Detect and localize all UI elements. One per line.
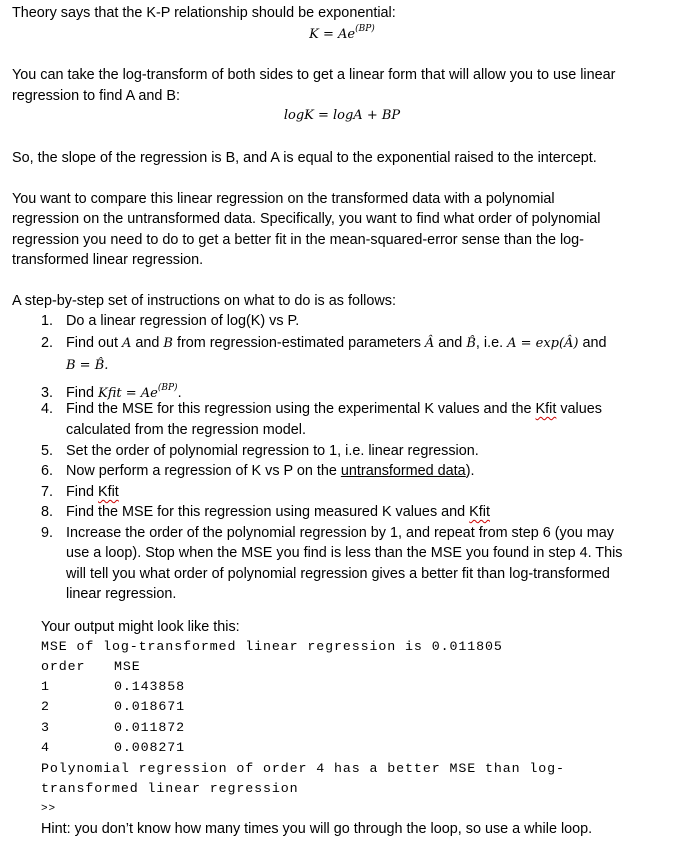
- step-text: values: [556, 401, 602, 417]
- step-number: 1.: [41, 313, 54, 329]
- row-order: 1: [41, 679, 50, 694]
- step-7: [41, 482, 119, 502]
- output-table-header: [41, 657, 141, 677]
- hint-text: Hint: you don’t know how many times you will go through the loop, so use a while loop.: [41, 821, 593, 837]
- step-9-line-3: will tell you what order of polynomial regression gives a better fit than log-transformed: [66, 566, 610, 582]
- step-text: .: [177, 385, 182, 401]
- log-transform-line-2: regression to find A and B:: [12, 88, 180, 104]
- slope-text: So, the slope of the regression is B, and A is equal to the exponential raised to the intercept.: [12, 150, 597, 166]
- table-row: [41, 697, 186, 717]
- step-text: , i.e.: [475, 335, 508, 351]
- compare-line-4: transformed linear regression.: [12, 252, 204, 268]
- row-mse: 0.008271: [114, 740, 186, 755]
- step-number: 3.: [41, 385, 54, 401]
- kfit-term: Kfit: [98, 484, 119, 500]
- row-mse: 0.011872: [114, 720, 186, 735]
- intro-text: Theory says that the K-P relationship should be exponential:: [12, 5, 396, 21]
- step-text: Set the order of polynomial regression to 1, i.e. linear regression.: [66, 443, 479, 459]
- step-9-line-4: linear regression.: [66, 586, 177, 602]
- step-text: Do a linear regression of log(K) vs P.: [66, 313, 300, 329]
- step-9-line-2: use a loop). Stop when the MSE you find is less than the MSE you found in step 4. This: [66, 545, 623, 561]
- log-equation: logK = logA + BP: [283, 108, 401, 123]
- step-5: [41, 441, 479, 461]
- table-row: [41, 677, 186, 697]
- row-order: 3: [41, 720, 50, 735]
- kfit-term: Kfit: [469, 504, 490, 520]
- math-exp-equation: A = exp(Â): [507, 336, 579, 351]
- output-mse-line: MSE of log-transformed linear regression is 0.011805: [41, 639, 503, 654]
- command-prompt: >>: [41, 803, 57, 815]
- underlined-term: untransformed data: [340, 463, 466, 479]
- step-text: and: [434, 335, 467, 351]
- row-order: 4: [41, 740, 50, 755]
- step-2-continuation: B = B̂.: [66, 358, 109, 373]
- step-number: 4.: [41, 401, 54, 417]
- step-text: Find out: [66, 335, 122, 351]
- kfit-term: Kfit: [535, 401, 557, 417]
- math-B-hat: B̂: [466, 336, 476, 351]
- row-order: 2: [41, 699, 50, 714]
- step-text: from regression-estimated parameters: [172, 335, 425, 351]
- math-A-hat: Â: [424, 336, 435, 351]
- step-number: 5.: [41, 443, 54, 459]
- steps-intro: A step-by-step set of instructions on what to do is as follows:: [12, 293, 396, 309]
- equation-superscript: (BP): [355, 24, 375, 34]
- step-4: [41, 399, 602, 419]
- math-superscript: (BP): [157, 383, 178, 393]
- step-text: and: [131, 335, 164, 351]
- step-number: 9.: [41, 525, 54, 541]
- row-mse: 0.018671: [114, 699, 186, 714]
- math-A: A: [122, 336, 132, 351]
- math-kfit-equation: Kfit = Ae: [98, 386, 158, 401]
- step-text: Find the MSE for this regression using the experimental K values and the: [66, 401, 536, 417]
- compare-line-2: regression on the untransformed data. Specifically, you want to find what order of polynomial: [12, 211, 601, 227]
- step-text: Now perform a regression of K vs P on the: [66, 463, 341, 479]
- step-1: [41, 311, 299, 331]
- step-text: and: [578, 335, 607, 351]
- step-6: [41, 461, 474, 481]
- table-row: [41, 738, 186, 758]
- compare-line-3: regression you need to do to get a better fit in the mean-squared-error sense than the log-: [12, 232, 584, 248]
- step-number: 8.: [41, 504, 54, 520]
- step-text: Find: [66, 385, 98, 401]
- step-8: [41, 502, 490, 522]
- order-header: order: [41, 659, 86, 674]
- step-number: 6.: [41, 463, 54, 479]
- output-intro: Your output might look like this:: [41, 619, 240, 635]
- step-number: 2.: [41, 335, 54, 351]
- step-9: [41, 523, 614, 543]
- step-text: Find the MSE for this regression using measured K values and: [66, 504, 470, 520]
- compare-line-1: You want to compare this linear regression on the transformed data with a polynomial: [12, 191, 555, 207]
- step-4-continuation: calculated from the regression model.: [66, 422, 306, 438]
- output-result-line-2: transformed linear regression: [41, 781, 299, 796]
- output-result-line-1: Polynomial regression of order 4 has a better MSE than log-: [41, 761, 565, 776]
- table-row: [41, 718, 186, 738]
- step-text: ).: [465, 463, 475, 479]
- row-mse: 0.143858: [114, 679, 186, 694]
- exponential-equation: [0, 24, 684, 42]
- step-text: Find: [66, 484, 98, 500]
- log-transform-line-1: You can take the log-transform of both sides to get a linear form that will allow you to use linear: [12, 67, 616, 83]
- math-B: B: [163, 336, 173, 351]
- step-number: 7.: [41, 484, 54, 500]
- step-2: [41, 333, 607, 354]
- equation-main: K = Ae: [309, 27, 356, 42]
- mse-header: MSE: [114, 659, 141, 674]
- step-text: Increase the order of the polynomial regression by 1, and repeat from step 6 (you may: [66, 525, 614, 541]
